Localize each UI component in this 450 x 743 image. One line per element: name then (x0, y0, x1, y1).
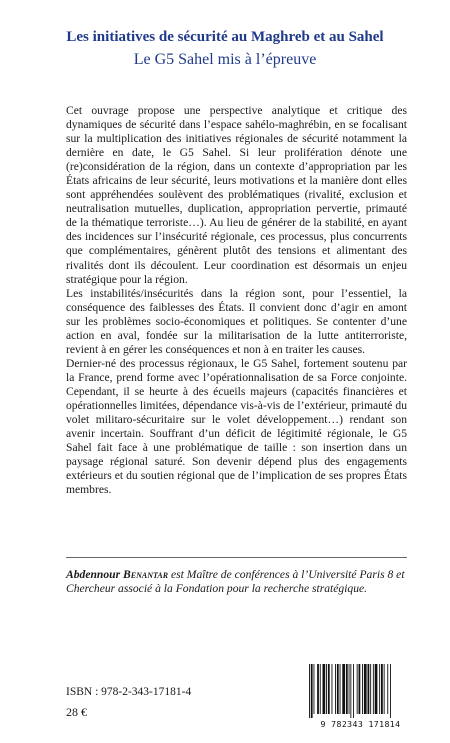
barcode-bar (340, 664, 341, 714)
barcode-bar (342, 664, 345, 714)
barcode-bar (326, 664, 327, 714)
barcode-bar (384, 664, 385, 714)
barcode-bar (353, 664, 354, 718)
barcode-bar (317, 664, 319, 714)
barcode-bar (335, 664, 336, 714)
book-title: Les initiatives de sécurité au Maghreb et au Sahel (66, 29, 384, 45)
barcode-bar (373, 664, 374, 714)
separator-rule (66, 557, 407, 558)
author-bio (66, 568, 407, 596)
barcode-bar (370, 664, 371, 714)
book-subtitle: Le G5 Sahel mis à l’épreuve (133, 51, 317, 68)
barcode-bar (375, 664, 378, 714)
paragraph-2: Les instabilités/insécurités dans la région sont, pour l’essentiel, la conséquence des faiblesses des États. Il convient donc d’agir en amont sur les problèmes socio-économiques et politiques. Se contenter d’une action en aval, fondée sur la militarisation de la lutte antiterroriste, revient à en gérer les conséquences et non à en traiter les causes. (66, 286, 407, 356)
barcode (303, 662, 418, 732)
barcode-bar (323, 664, 326, 714)
barcode-bar (368, 664, 370, 714)
barcode-bar (349, 664, 350, 714)
barcode-bar (320, 664, 321, 714)
barcode-bar (332, 664, 333, 714)
barcode-bar (390, 664, 391, 718)
barcode-bar (364, 664, 367, 714)
barcode-bar (357, 664, 358, 714)
cover-header (0, 28, 450, 69)
barcode-bars (303, 662, 418, 718)
barcode-bar (346, 664, 348, 714)
price-label: 28 € (66, 705, 87, 719)
barcode-bar (359, 664, 361, 714)
barcode-bar (379, 664, 380, 714)
barcode-bar (381, 664, 383, 714)
barcode-bar (309, 664, 310, 718)
author-last-name: Benantar (123, 568, 169, 581)
author-first-name: Abdennour (66, 568, 121, 581)
barcode-bar (362, 664, 363, 714)
barcode-bar (387, 664, 388, 714)
barcode-number: 9 782343 171814 (320, 719, 401, 729)
isbn-label: ISBN : 978-2-343-17181-4 (66, 686, 192, 698)
paragraph-1: Cet ouvrage propose une perspective analytique et critique des dynamiques de sécurité dans l’espace sahélo-maghrébin, en se focalisant sur la multiplication des initiatives régionales de sécurité notamment la dernière en date, le G5 Sahel. Si leur prolifération dénote une (re)considération de la région, dans un contexte d’appropriation par les États africains de leur sécurité, leurs motivations et la manière dont elles sont appréhendées soulèvent des problématiques (rivalité, exclusion et neutralisation mutuelles, duplication, appropriation pervertie, primauté de la thématique terroriste…). Au lieu de générer de la stabilité, en ayant des incidences sur l’insécurité régionale, ces processus, plus concurrents que complémentaires, génèrent plutôt des tensions et alimentant des rivalités dont ils découlent. Leur coordination est désormais un enjeu stratégique pour la région. (66, 104, 407, 286)
barcode-bar (328, 664, 330, 714)
author-bio-text: est Maître de conférences à l’Université Paris 8 et Chercheur associé à la Fondation pour la recherche stratégique. (66, 568, 405, 595)
barcode-bar (314, 664, 315, 714)
barcode-bar (311, 664, 313, 718)
back-cover-text (66, 104, 407, 497)
barcode-bar (350, 664, 351, 718)
paragraph-3: Dernier-né des processus régionaux, le G5 Sahel, fortement soutenu par la France, prend forme avec l’opérationnalisation de sa Force conjointe. Cependant, il se heurte à des écueils majeurs (capacités financières et opérationnelles limitées, dépendance vis-à-vis de l’extérieur, primauté du volet militaro-sécuritaire sur le volet développement…) rendant son avenir incertain. Souffrant d’un déficit de légitimité régionale, le G5 Sahel fait face à une problématique de taille : son insertion dans un paysage régional saturé. Son devenir dépend plus des engagements extérieurs et du soutien régional que de l’implication de ses propres États membres. (66, 356, 407, 497)
barcode-bar (337, 664, 339, 714)
